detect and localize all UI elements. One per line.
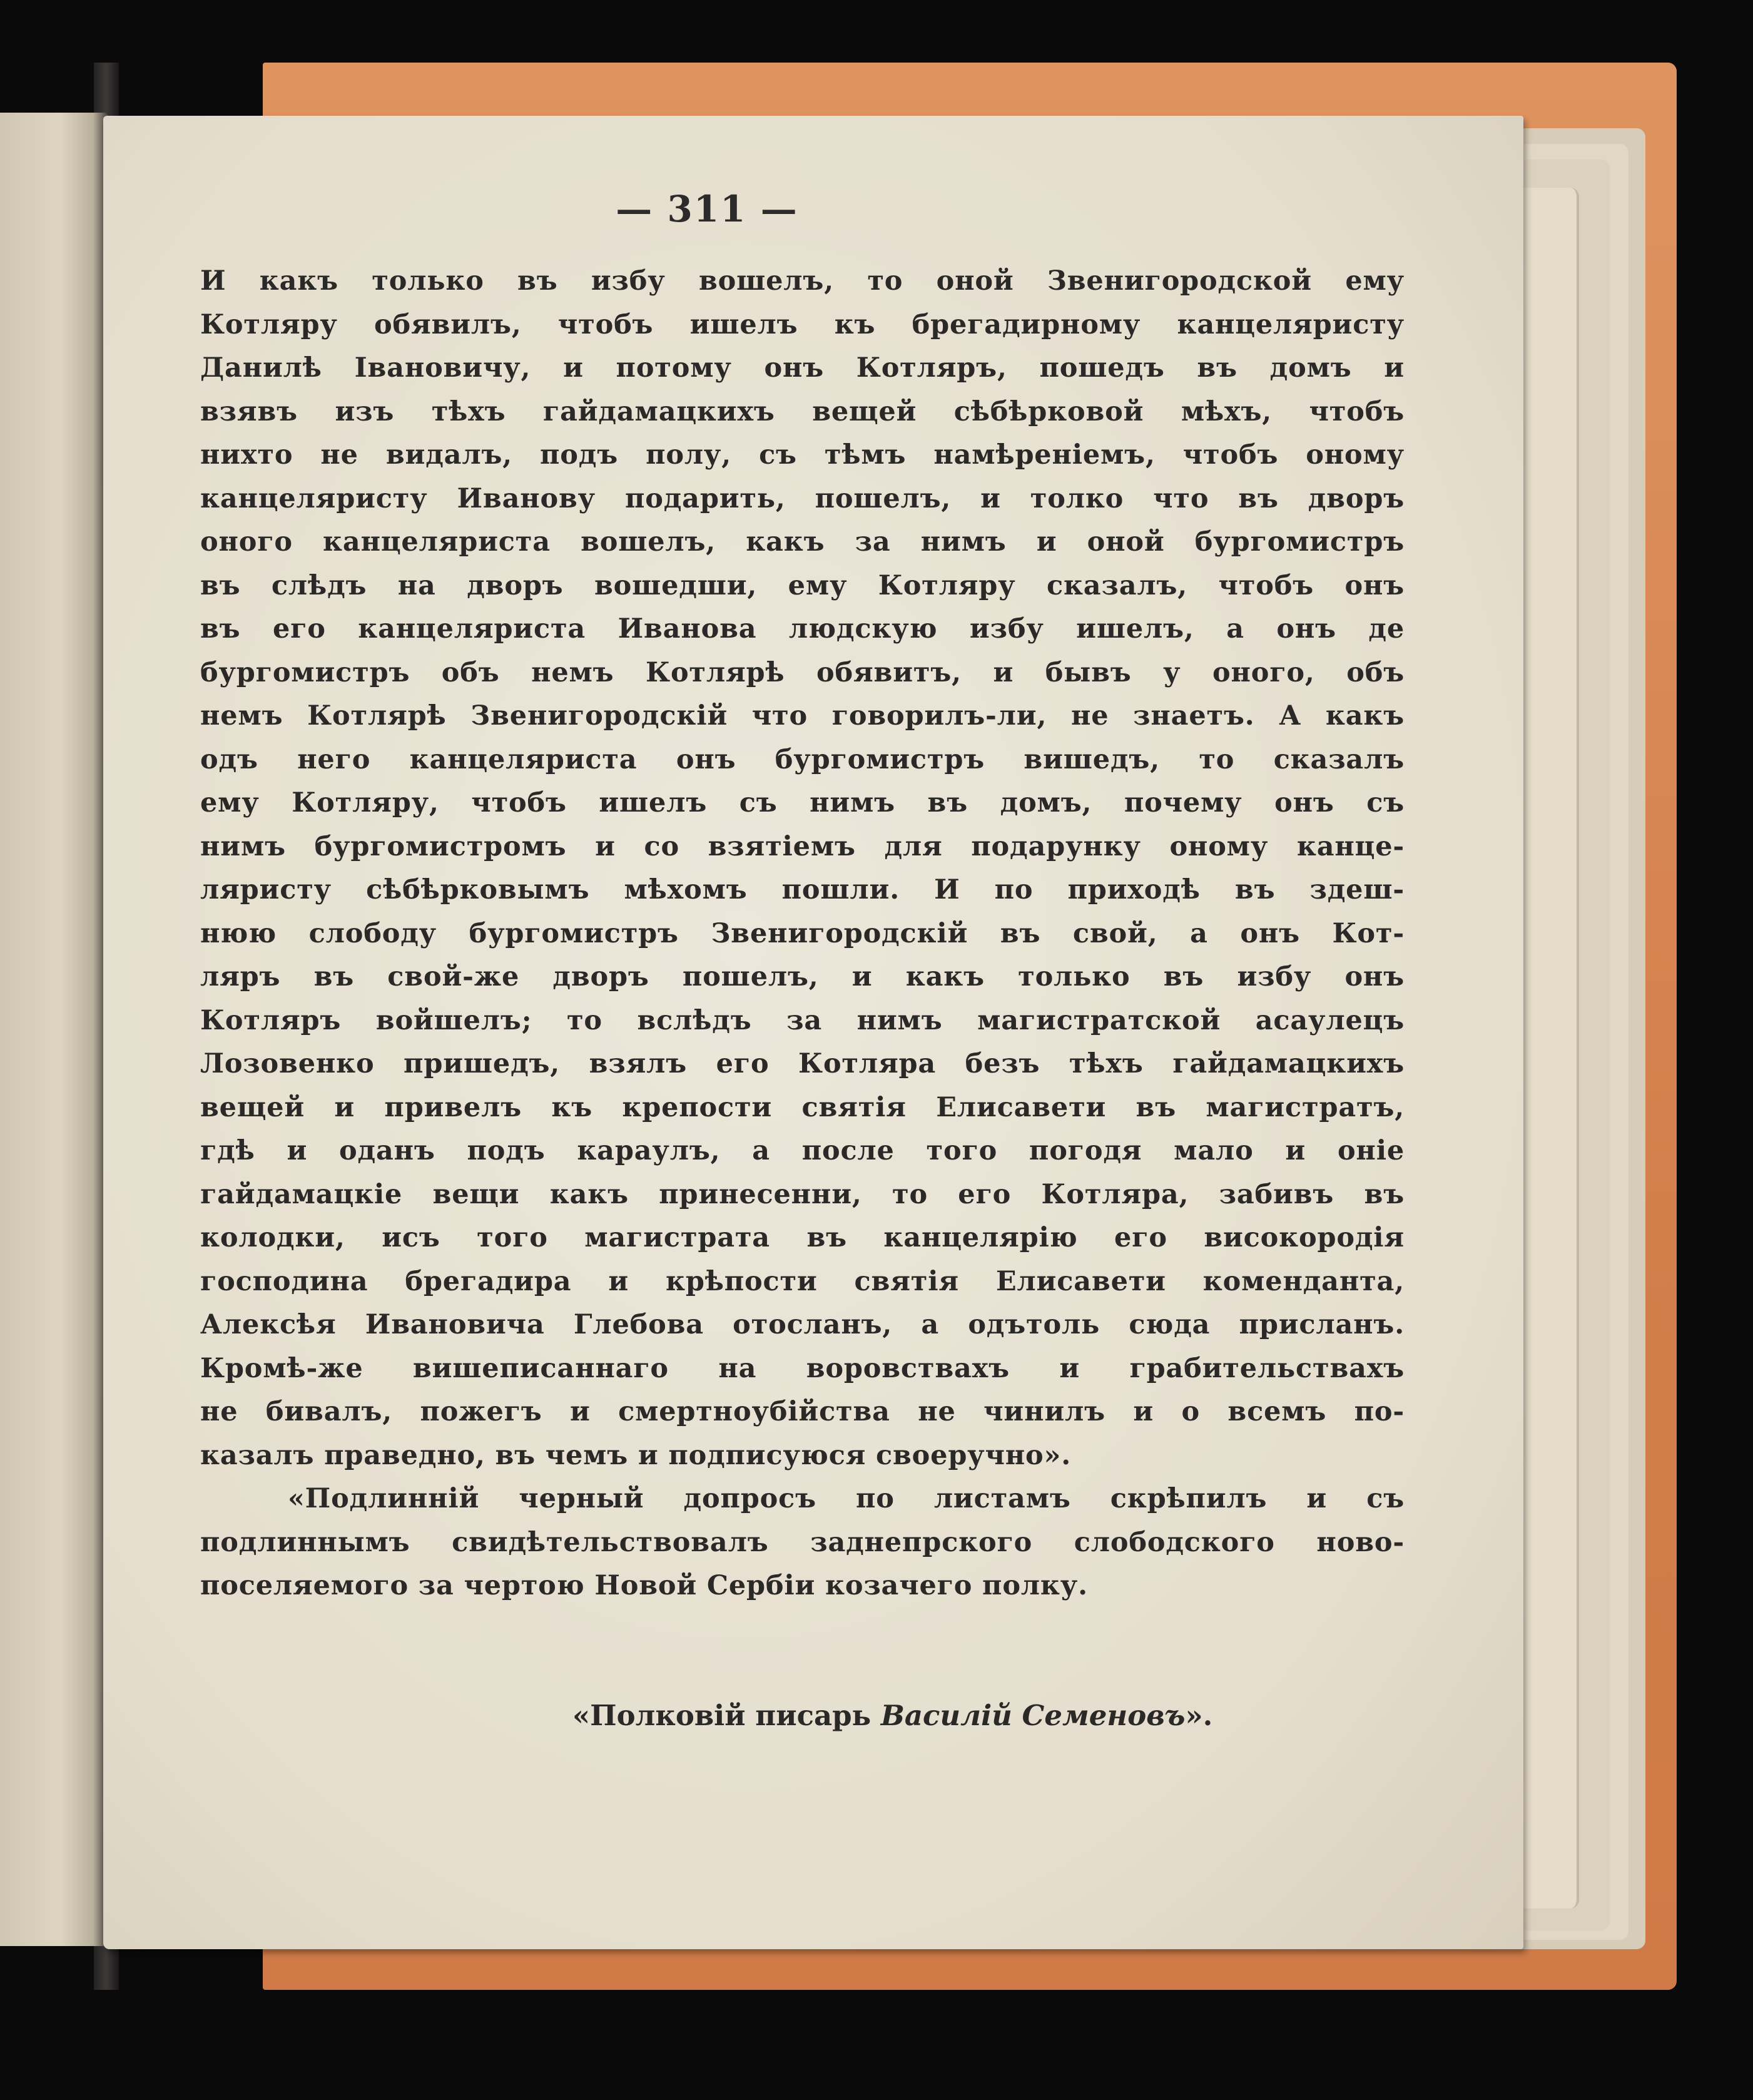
signature-suffix: ».: [1185, 1699, 1213, 1732]
page-body-text: [200, 260, 1405, 1608]
text-line: ляристу сѣбѣрковымъ мѣхомъ пошли. И по приходѣ въ здеш-: [200, 874, 1405, 905]
text-line: взявъ изъ тѣхъ гайдамацкихъ вещей сѣбѣрковой мѣхъ, чтобъ: [200, 395, 1405, 427]
text-line: Котляръ войшелъ; то вслѣдъ за нимъ магистратской асаулецъ: [200, 1004, 1405, 1036]
text-line: бургомистръ объ немъ Котлярѣ обявитъ, и бывъ у оного, объ: [200, 656, 1405, 688]
text-line: не бивалъ, пожегъ и смертноубійства не чинилъ и о всемъ по-: [200, 1396, 1405, 1427]
text-line: въ его канцеляриста Иванова людскую избу ишелъ, а онъ де: [200, 613, 1405, 645]
text-line: канцеляристу Иванову подарить, пошелъ, и толко что въ дворъ: [200, 482, 1405, 514]
text-line: одъ него канцеляриста онъ бургомистръ вишедъ, то сказалъ: [200, 743, 1405, 775]
text-line: Кромѣ-же вишеписаннаго на воровствахъ и грабительствахъ: [200, 1352, 1405, 1384]
text-line: нюю слободу бургомистръ Звенигородскій въ свой, а онъ Кот-: [200, 917, 1405, 949]
page-number: — 311 —: [616, 188, 798, 230]
text-line: подлиннымъ свидѣтельствовалъ заднепрского слободского ново-: [200, 1526, 1405, 1558]
left-page-edge: [0, 113, 109, 1946]
signature-name: Василій Семеновъ: [880, 1699, 1186, 1732]
text-line: гайдамацкіе вещи какъ принесенни, то его Котляра, забивъ въ: [200, 1178, 1405, 1210]
page-edge: [1520, 188, 1579, 1909]
book-page: [103, 116, 1523, 1949]
text-line: вещей и привелъ къ крепости святія Елисавети въ магистратъ,: [200, 1091, 1405, 1123]
signature-line: [572, 1699, 1386, 1732]
text-line: Котляру обявилъ, чтобъ ишелъ къ брегадирному канцеляристу: [200, 308, 1405, 340]
text-line: Лозовенко пришедъ, взялъ его Котляра безъ тѣхъ гайдамацкихъ: [200, 1048, 1405, 1079]
text-line: Алексѣя Ивановича Глебова отосланъ, а одътоль сюда присланъ.: [200, 1309, 1405, 1340]
text-line: Данилѣ Івановичу, и потому онъ Котляръ, пошедъ въ домъ и: [200, 352, 1405, 384]
text-line: И какъ только въ избу вошелъ, то оной Звенигородской ему: [200, 265, 1405, 297]
text-line: «Подлинній черный допросъ по листамъ скрѣпилъ и съ: [288, 1483, 1405, 1514]
text-line: ляръ въ свой-же дворъ пошелъ, и какъ только въ избу онъ: [200, 961, 1405, 992]
text-line: колодки, исъ того магистрата въ канцелярію его високородія: [200, 1222, 1405, 1253]
signature-prefix: «Полковій писарь: [572, 1699, 881, 1732]
text-line: оного канцеляриста вошелъ, какъ за нимъ и оной бургомистръ: [200, 526, 1405, 558]
text-line: нимъ бургомистромъ и со взятіемъ для подарунку оному канце-: [200, 830, 1405, 862]
text-line: гдѣ и оданъ подъ караулъ, а после того погодя мало и оніе: [200, 1135, 1405, 1166]
text-line: въ слѣдъ на дворъ вошедши, ему Котляру сказалъ, чтобъ онъ: [200, 569, 1405, 601]
text-line: немъ Котлярѣ Звенигородскій что говорилъ-ли, не знаетъ. А какъ: [200, 700, 1405, 731]
text-line: господина брегадира и крѣпости святія Елисавети коменданта,: [200, 1265, 1405, 1297]
text-line: нихто не видалъ, подъ полу, съ тѣмъ намѣреніемъ, чтобъ оному: [200, 439, 1405, 471]
text-line: казалъ праведно, въ чемъ и подписуюся своеручно».: [200, 1439, 1071, 1471]
text-line: поселяемого за чертою Новой Сербіи козачего полку.: [200, 1570, 1088, 1601]
text-line: ему Котляру, чтобъ ишелъ съ нимъ въ домъ, почему онъ съ: [200, 787, 1405, 818]
